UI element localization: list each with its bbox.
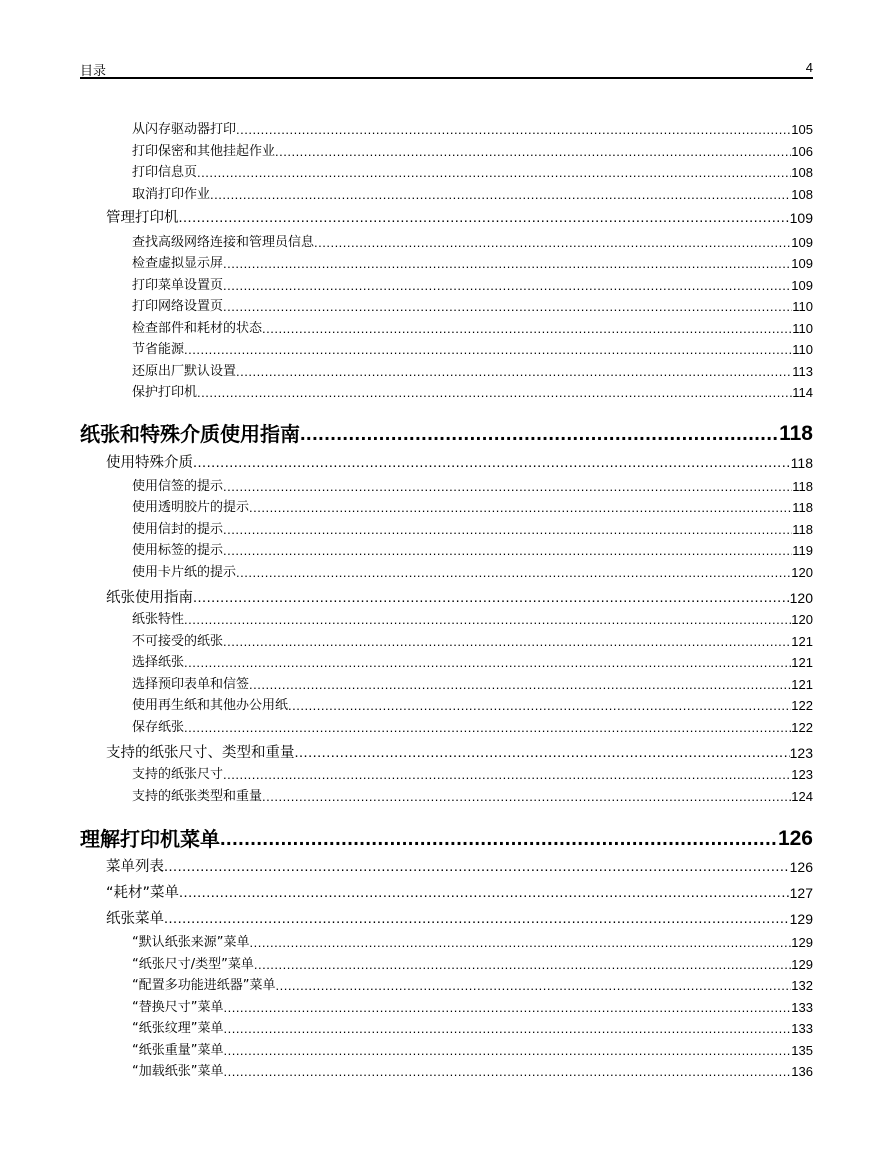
toc-entry-page: 106 <box>791 144 813 159</box>
toc-entry-page: 135 <box>791 1043 813 1058</box>
toc-section[interactable] <box>106 209 813 228</box>
toc-entry-page: 119 <box>792 543 813 558</box>
toc-entry-page: 110 <box>792 342 813 357</box>
toc-entry-page: 109 <box>791 235 813 250</box>
dot-leader <box>184 611 791 628</box>
toc-entry-page: 118 <box>790 455 813 471</box>
toc-entry-title: 打印信息页 <box>132 165 198 180</box>
toc-entry-page: 110 <box>792 299 813 314</box>
toc-section[interactable] <box>106 589 813 608</box>
toc-entry-page: 120 <box>789 590 813 606</box>
toc-subsection[interactable] <box>132 521 813 538</box>
dot-leader <box>193 589 790 608</box>
toc-entry-page: 123 <box>789 745 813 761</box>
toc-entry-page: 120 <box>791 565 813 580</box>
toc-entry-page: 132 <box>791 978 813 993</box>
toc-subsection[interactable] <box>132 478 813 495</box>
section-title: 目录 <box>80 64 107 79</box>
toc-entry-title: 纸张使用指南 <box>106 590 193 606</box>
toc-subsection[interactable] <box>132 121 813 138</box>
toc-entry-page: 120 <box>791 612 813 627</box>
dot-leader <box>262 320 792 337</box>
toc-subsection[interactable] <box>132 719 813 736</box>
toc-entry-title: 纸张和特殊介质使用指南 <box>80 422 300 446</box>
dot-leader <box>223 766 791 783</box>
dot-leader <box>223 298 792 315</box>
toc-entry-title: 纸张菜单 <box>106 911 164 927</box>
toc-subsection[interactable] <box>132 164 813 181</box>
toc-entry-title: “耗材”菜单 <box>106 885 180 901</box>
toc-entry-title: “纸张重量”菜单 <box>132 1043 224 1058</box>
dot-leader <box>164 910 790 929</box>
toc-entry-title: 取消打印作业 <box>132 187 211 202</box>
toc-entry-title: 检查部件和耗材的状态 <box>132 321 263 336</box>
dot-leader <box>179 884 790 903</box>
toc-entry-title: 保存纸张 <box>132 720 185 735</box>
toc-entry-page: 121 <box>791 634 813 649</box>
toc-entry-title: 支持的纸张类型和重量 <box>132 789 263 804</box>
dot-leader <box>210 186 791 203</box>
toc-entry-title: “默认纸张来源”菜单 <box>132 935 250 950</box>
toc-subsection[interactable] <box>132 320 813 337</box>
toc-entry-title: 使用标签的提示 <box>132 543 224 558</box>
dot-leader <box>197 164 791 181</box>
dot-leader <box>254 956 791 973</box>
toc-subsection[interactable] <box>132 186 813 203</box>
dot-leader <box>275 977 791 994</box>
dot-leader <box>179 209 790 228</box>
toc-subsection[interactable] <box>132 654 813 671</box>
toc-chapter[interactable] <box>80 826 813 852</box>
toc-subsection[interactable] <box>132 341 813 358</box>
toc-entry-title: 检查虚拟显示屏 <box>132 256 224 271</box>
toc-entry-title: 理解打印机菜单 <box>80 827 220 851</box>
toc-entry-title: 使用信签的提示 <box>132 479 224 494</box>
dot-leader <box>236 363 792 380</box>
toc-subsection[interactable] <box>132 1020 813 1037</box>
toc-entry-page: 133 <box>791 1000 813 1015</box>
toc-subsection[interactable] <box>132 611 813 628</box>
toc-entry-page: 109 <box>791 278 813 293</box>
toc-section[interactable] <box>106 454 813 473</box>
toc-entry-title: “纸张纹理”菜单 <box>132 1021 224 1036</box>
toc-entry-page: 121 <box>791 677 813 692</box>
toc-subsection[interactable] <box>132 697 813 714</box>
toc-subsection[interactable] <box>132 277 813 294</box>
toc-entry-title: 保护打印机 <box>132 385 198 400</box>
toc-subsection[interactable] <box>132 542 813 559</box>
toc-subsection[interactable] <box>132 934 813 951</box>
toc-subsection[interactable] <box>132 143 813 160</box>
toc-subsection[interactable] <box>132 255 813 272</box>
toc-entry-page: 129 <box>791 957 813 972</box>
toc-entry-title: 支持的纸张尺寸、类型和重量 <box>106 745 295 761</box>
dot-leader <box>164 858 790 877</box>
toc-entry-page: 136 <box>791 1064 813 1079</box>
toc-entry-title: 管理打印机 <box>106 210 179 226</box>
toc-entry-title: 查找高级网络连接和管理员信息 <box>132 235 315 250</box>
toc-entry-page: 108 <box>791 165 813 180</box>
dot-leader <box>223 277 791 294</box>
toc-entry-title: 打印保密和其他挂起作业 <box>132 144 276 159</box>
toc-entry-page: 109 <box>789 210 813 226</box>
dot-leader <box>249 499 792 516</box>
toc-entry-title: 使用卡片纸的提示 <box>132 565 237 580</box>
toc-entry-title: 从闪存驱动器打印 <box>132 122 237 137</box>
toc-entry-title: 选择纸张 <box>132 655 185 670</box>
toc-entry-page: 118 <box>779 422 813 445</box>
toc-subsection[interactable] <box>132 234 813 251</box>
toc-subsection[interactable] <box>132 363 813 380</box>
toc-entry-page: 122 <box>791 720 813 735</box>
toc-entry-title: 纸张特性 <box>132 612 185 627</box>
toc-entry-page: 110 <box>792 321 813 336</box>
dot-leader <box>184 654 791 671</box>
toc-entry-page: 118 <box>792 500 813 515</box>
dot-leader <box>295 744 790 763</box>
toc-entry-title: “加载纸张”菜单 <box>132 1064 224 1079</box>
dot-leader <box>223 1063 791 1080</box>
toc-entry-title: 选择预印表单和信签 <box>132 677 250 692</box>
dot-leader <box>300 421 779 447</box>
toc-subsection[interactable] <box>132 1063 813 1080</box>
dot-leader <box>249 934 791 951</box>
toc-subsection[interactable] <box>132 999 813 1016</box>
toc-entry-page: 129 <box>791 935 813 950</box>
toc-entry-title: 节省能源 <box>132 342 185 357</box>
toc-chapter[interactable] <box>80 421 813 447</box>
dot-leader <box>223 1042 791 1059</box>
toc-entry-title: 使用信封的提示 <box>132 522 224 537</box>
toc-section[interactable] <box>106 744 813 763</box>
toc-entry-page: 118 <box>792 479 813 494</box>
toc-entry-title: 使用透明胶片的提示 <box>132 500 250 515</box>
toc-entry-page: 129 <box>789 911 813 927</box>
toc-section[interactable] <box>106 884 813 903</box>
toc-subsection[interactable] <box>132 633 813 650</box>
toc-entry-page: 122 <box>791 698 813 713</box>
dot-leader <box>193 454 791 473</box>
dot-leader <box>223 999 791 1016</box>
dot-leader <box>236 564 791 581</box>
toc-subsection[interactable] <box>132 788 813 805</box>
toc-entry-page: 127 <box>789 885 813 901</box>
toc-entry-title: 还原出厂默认设置 <box>132 364 237 379</box>
toc-entry-page: 108 <box>791 187 813 202</box>
toc-entry-title: “替换尺寸”菜单 <box>132 1000 224 1015</box>
dot-leader <box>220 826 778 852</box>
dot-leader <box>223 1020 791 1037</box>
toc-entry-title: 打印网络设置页 <box>132 299 224 314</box>
toc-entry-page: 118 <box>792 522 813 537</box>
dot-leader <box>262 788 791 805</box>
toc-subsection[interactable] <box>132 956 813 973</box>
toc-section[interactable] <box>106 910 813 929</box>
dot-leader <box>223 633 791 650</box>
toc-section[interactable] <box>106 858 813 877</box>
toc-subsection[interactable] <box>132 298 813 315</box>
dot-leader <box>236 121 791 138</box>
toc-entry-page: 105 <box>791 122 813 137</box>
toc-entry-title: 使用特殊介质 <box>106 455 193 471</box>
dot-leader <box>223 521 792 538</box>
dot-leader <box>223 542 792 559</box>
dot-leader <box>288 697 791 714</box>
dot-leader <box>314 234 791 251</box>
toc-entry-page: 123 <box>791 767 813 782</box>
toc-subsection[interactable] <box>132 499 813 516</box>
toc-entry-page: 114 <box>792 385 813 400</box>
toc-entry-title: 打印菜单设置页 <box>132 278 224 293</box>
toc-subsection[interactable] <box>132 766 813 783</box>
page-header <box>80 58 813 79</box>
dot-leader <box>184 341 792 358</box>
toc-entry-page: 113 <box>792 364 813 379</box>
toc-entry-page: 133 <box>791 1021 813 1036</box>
page-number: 4 <box>805 60 813 75</box>
toc-entry-page: 121 <box>791 655 813 670</box>
toc-subsection[interactable] <box>132 676 813 693</box>
toc-entry-page: 126 <box>789 859 813 875</box>
dot-leader <box>197 384 792 401</box>
dot-leader <box>275 143 791 160</box>
dot-leader <box>223 478 792 495</box>
toc-entry-title: “纸张尺寸/类型”菜单 <box>132 957 254 972</box>
toc-entry-page: 124 <box>791 789 813 804</box>
toc-entry-title: 支持的纸张尺寸 <box>132 767 224 782</box>
toc-subsection[interactable] <box>132 1042 813 1059</box>
toc-entry-title: 菜单列表 <box>106 859 164 875</box>
toc-subsection[interactable] <box>132 977 813 994</box>
toc-entry-title: 使用再生纸和其他办公用纸 <box>132 698 289 713</box>
toc-subsection[interactable] <box>132 564 813 581</box>
dot-leader <box>184 719 791 736</box>
toc-subsection[interactable] <box>132 384 813 401</box>
dot-leader <box>249 676 791 693</box>
dot-leader <box>223 255 791 272</box>
toc-entry-page: 109 <box>791 256 813 271</box>
toc-entry-title: 不可接受的纸张 <box>132 634 224 649</box>
toc-entry-page: 126 <box>777 827 813 850</box>
toc-entry-title: “配置多功能进纸器”菜单 <box>132 978 276 993</box>
